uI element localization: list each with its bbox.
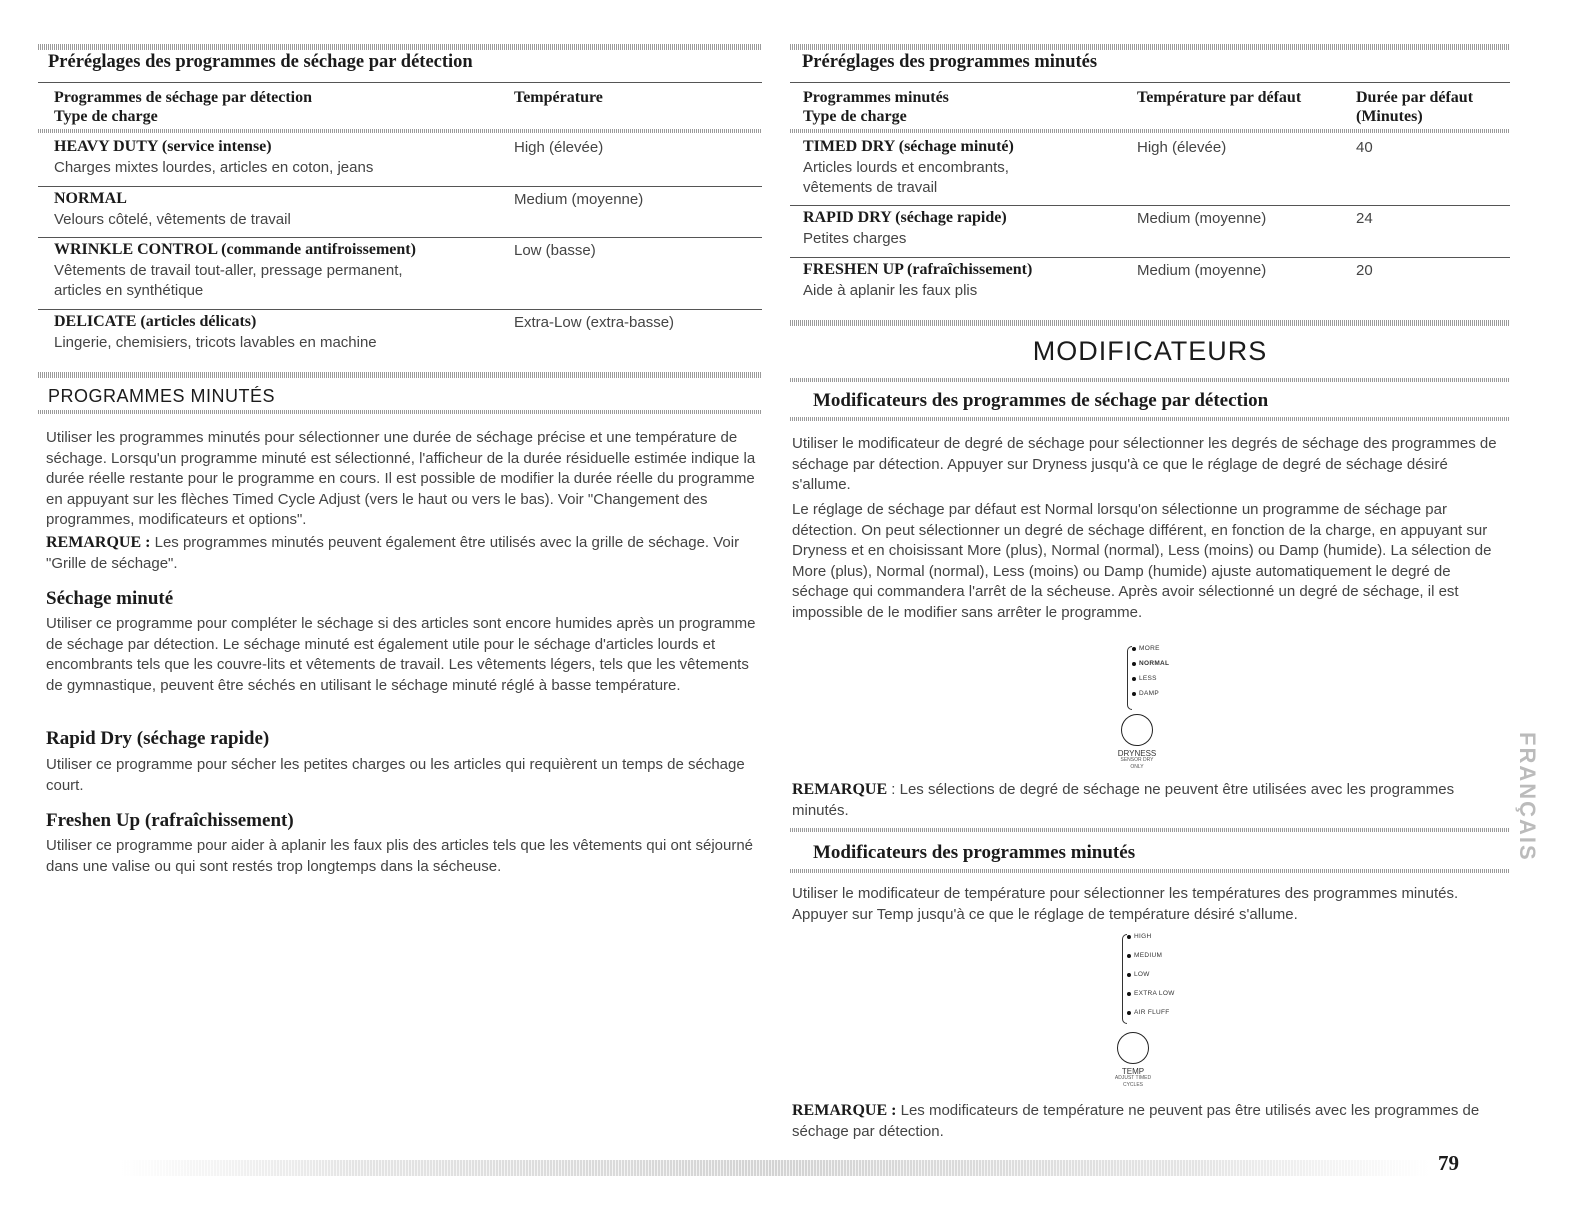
mod-detection-paragraph-1: Utiliser le modificateur de degré de séchage pour sélectionner les degrés de séchage des programmes de séchage par détection. Appuyer sur Dryness jusqu'à ce que le réglage de degré de séchage désiré s'allume. bbox=[792, 435, 1497, 493]
table-row-desc: Petites charges bbox=[803, 230, 907, 247]
knob-label: DRYNESS bbox=[1117, 749, 1157, 758]
remark-text: Les programmes minutés peuvent également être utilisés avec la grille de séchage. Voir "Grille de séchage". bbox=[46, 534, 740, 572]
table-row-name: RAPID DRY (séchage rapide) bbox=[803, 209, 1007, 226]
option-label: MEDIUM bbox=[1134, 952, 1163, 959]
row-divider bbox=[38, 186, 762, 187]
indicator-dot-icon bbox=[1127, 1011, 1131, 1015]
row-divider bbox=[790, 257, 1510, 258]
table-row-name: NORMAL bbox=[54, 190, 127, 207]
timed-intro-paragraph: Utiliser les programmes minutés pour sélectionner une durée de séchage précise et une température de séchage. Lorsqu'un programme minuté est sélectionné, l'afficheur de la durée résiduelle estimée indique la durée réelle restante pour le programme en cours. Il est possible de modifier la durée réelle du programme en appuyant sur les flèches Timed Cycle Adjust (vers le haut ou vers le bas). Voir "Changement des programmes, modificateurs et options". bbox=[46, 429, 756, 528]
dotted-divider bbox=[790, 869, 1510, 873]
dotted-divider bbox=[790, 320, 1510, 326]
col1-header-line2: Type de charge bbox=[54, 108, 158, 125]
table-row-temp: Medium (moyenne) bbox=[1137, 210, 1267, 227]
freshen-up-title: Freshen Up (rafraîchissement) bbox=[46, 810, 294, 831]
temp-options bbox=[1127, 932, 1175, 1017]
table-row-duration: 24 bbox=[1356, 210, 1373, 227]
temp-knob-icon bbox=[1117, 1032, 1149, 1064]
dotted-divider bbox=[38, 372, 762, 378]
table-row-temp: Medium (moyenne) bbox=[514, 191, 644, 208]
dotted-divider bbox=[38, 44, 762, 50]
option-label: MORE bbox=[1139, 645, 1160, 652]
remark-text: Les modificateurs de température ne peuvent pas être utilisés avec les programmes de séchage par détection. bbox=[792, 1102, 1480, 1140]
rapid-dry-title: Rapid Dry (séchage rapide) bbox=[46, 728, 270, 749]
col1-header-line1: Programmes minutés bbox=[803, 89, 949, 106]
table-row-temp: High (élevée) bbox=[514, 139, 604, 156]
dryness-option-less bbox=[1132, 674, 1169, 683]
col1-header-line2: Type de charge bbox=[803, 108, 907, 125]
table-row-duration: 40 bbox=[1356, 139, 1373, 156]
language-side-tab: FRANÇAIS bbox=[1515, 732, 1540, 862]
indicator-dot-icon bbox=[1132, 677, 1136, 681]
temp-option-extra-low bbox=[1127, 989, 1175, 998]
timed-col3-header bbox=[1356, 88, 1473, 126]
remark-label: REMARQUE : bbox=[792, 1102, 897, 1119]
dryness-option-more bbox=[1132, 644, 1169, 653]
table-row-desc: Articles lourds et encombrants, vêtements de travail bbox=[803, 159, 1009, 196]
sensor-presets-title: Préréglages des programmes de séchage par détection bbox=[48, 52, 473, 72]
table-row-desc: Aide à aplanir les faux plis bbox=[803, 282, 978, 299]
option-label: LESS bbox=[1139, 675, 1157, 682]
table-row-duration: 20 bbox=[1356, 262, 1373, 279]
table-row-desc: Lingerie, chemisiers, tricots lavables en machine bbox=[54, 334, 377, 351]
dryness-option-normal bbox=[1132, 659, 1169, 668]
dryness-option-damp bbox=[1132, 689, 1169, 698]
rapid-dry-text: Utiliser ce programme pour sécher les petites charges ou les articles qui requièrent un temps de séchage court. bbox=[46, 756, 745, 794]
sensor-col1-header bbox=[54, 88, 494, 126]
sechage-minute-title: Séchage minuté bbox=[46, 588, 174, 609]
indicator-dot-icon bbox=[1127, 973, 1131, 977]
temp-option-air-fluff bbox=[1127, 1008, 1175, 1017]
footer-decorative-bar bbox=[120, 1160, 1430, 1176]
table-top-rule bbox=[38, 82, 762, 83]
temp-knob-label bbox=[1103, 1068, 1163, 1089]
table-row-name: WRINKLE CONTROL (commande antifroissement) bbox=[54, 241, 416, 258]
dotted-divider bbox=[790, 417, 1510, 421]
option-label: EXTRA LOW bbox=[1134, 990, 1175, 997]
option-label: HIGH bbox=[1134, 933, 1152, 940]
knob-sublabel: ADJUST TIMED bbox=[1114, 1075, 1152, 1081]
table-row-temp: Extra-Low (extra-basse) bbox=[514, 314, 675, 331]
sechage-minute-text: Utiliser ce programme pour compléter le séchage si des articles sont encore humides après un programme de séchage par détection. Le séchage minuté est également utile pour le séchage d'articles lourds et encombrants tels que les couvre-lits et vêtements de travail. Les vêtements légers, tels que les vêtements de gymnastique, peuvent être séchés en utilisant le séchage minuté réglé à basse température. bbox=[46, 615, 756, 694]
freshen-up-text: Utiliser ce programme pour aider à aplanir les faux plis des articles tels que les vêtements qui ont séjourné dans une valise ou qui sont restés trop longtemps dans la sécheuse. bbox=[46, 837, 754, 875]
temp-option-medium bbox=[1127, 951, 1175, 960]
remark-label: REMARQUE bbox=[792, 781, 888, 798]
timed-remark bbox=[46, 533, 762, 574]
row-divider bbox=[790, 205, 1510, 206]
header-dotted-rule bbox=[790, 129, 1510, 133]
mod-timed-paragraph: Utiliser le modificateur de température pour sélectionner les températures des programmes minutés. Appuyer sur Temp jusqu'à ce que le réglage de température désiré s'allume. bbox=[792, 885, 1459, 923]
indicator-dot-icon bbox=[1127, 992, 1131, 996]
row-divider bbox=[38, 309, 762, 310]
mod-detection-title: Modificateurs des programmes de séchage par détection bbox=[813, 390, 1269, 411]
table-row-temp: High (élevée) bbox=[1137, 139, 1227, 156]
dryness-knob-icon bbox=[1121, 714, 1153, 746]
timed-col1-header bbox=[803, 88, 949, 126]
mod-timed-title: Modificateurs des programmes minutés bbox=[813, 842, 1136, 863]
option-label: AIR FLUFF bbox=[1134, 1009, 1170, 1016]
dryness-dial-graphic bbox=[1117, 644, 1210, 774]
page-number: 79 bbox=[1438, 1151, 1459, 1175]
sensor-col2-header: Température bbox=[514, 89, 603, 106]
temp-option-high bbox=[1127, 932, 1175, 941]
dotted-divider bbox=[790, 828, 1510, 832]
table-row-desc: Charges mixtes lourdes, articles en coton, jeans bbox=[54, 159, 374, 176]
table-row-desc: Vêtements de travail tout-aller, pressage permanent, articles en synthétique bbox=[54, 262, 403, 299]
table-row-name: DELICATE (articles délicats) bbox=[54, 313, 257, 330]
col3-header-line2: (Minutes) bbox=[1356, 108, 1423, 125]
mod-detection-paragraph-2: Le réglage de séchage par défaut est Normal lorsqu'on sélectionne un programme de séchage par détection. On peut sélectionner un degré de séchage différent, en fonction de la charge, en appuyant sur Dryness et en choisissant More (plus), Normal (normal), Less (moins) ou Damp (humide). La sélection de More (plus), Normal (normal), Less (moins) ou Damp (humide) ajuste automatiquement le degré de séchage qui commandera l'arrêt de la sécheuse. Après avoir sélectionné un degré de séchage, il est impossible de le modifier sans arrêter le programme. bbox=[792, 501, 1492, 621]
timed-presets-title: Préréglages des programmes minutés bbox=[802, 52, 1098, 72]
knob-sublabel: ONLY bbox=[1130, 764, 1144, 770]
table-row-temp: Low (basse) bbox=[514, 242, 596, 259]
header-dotted-rule bbox=[38, 129, 762, 133]
option-label: LOW bbox=[1134, 971, 1150, 978]
table-top-rule bbox=[790, 82, 1510, 83]
timed-programs-title: PROGRAMMES MINUTÉS bbox=[48, 386, 276, 406]
dryness-remark bbox=[792, 780, 1492, 821]
dryness-options bbox=[1132, 644, 1169, 698]
indicator-dot-icon bbox=[1132, 647, 1136, 651]
indicator-dot-icon bbox=[1127, 935, 1131, 939]
remark-label: REMARQUE : bbox=[46, 534, 151, 551]
dryness-knob-label bbox=[1108, 750, 1166, 771]
option-label: NORMAL bbox=[1139, 660, 1170, 667]
table-row-name: FRESHEN UP (rafraîchissement) bbox=[803, 261, 1033, 278]
row-divider bbox=[38, 237, 762, 238]
timed-col2-header: Température par défaut bbox=[1137, 89, 1302, 106]
indicator-dot-icon bbox=[1127, 954, 1131, 958]
temp-remark bbox=[792, 1101, 1492, 1142]
table-row-name: TIMED DRY (séchage minuté) bbox=[803, 138, 1014, 155]
modificateurs-title: MODIFICATEURS bbox=[1032, 336, 1268, 366]
option-label: DAMP bbox=[1139, 690, 1159, 697]
temp-option-low bbox=[1127, 970, 1175, 979]
dotted-divider bbox=[790, 378, 1510, 382]
col1-header-line1: Programmes de séchage par détection bbox=[54, 89, 313, 106]
remark-text: : Les sélections de degré de séchage ne peuvent être utilisées avec les programmes minutés. bbox=[792, 781, 1455, 819]
dotted-divider bbox=[790, 44, 1510, 50]
col3-header-line1: Durée par défaut bbox=[1356, 89, 1474, 106]
table-row-temp: Medium (moyenne) bbox=[1137, 262, 1267, 279]
knob-sublabel: SENSOR DRY bbox=[1120, 757, 1154, 763]
indicator-dot-icon bbox=[1132, 692, 1136, 696]
knob-sublabel: CYCLES bbox=[1122, 1082, 1143, 1088]
indicator-dot-icon bbox=[1132, 662, 1136, 666]
table-row-name: HEAVY DUTY (service intense) bbox=[54, 138, 272, 155]
temp-dial-graphic bbox=[1114, 932, 1235, 1092]
dotted-divider bbox=[38, 410, 762, 414]
knob-label: TEMP bbox=[1121, 1067, 1145, 1076]
table-row-desc: Velours côtelé, vêtements de travail bbox=[54, 211, 291, 228]
